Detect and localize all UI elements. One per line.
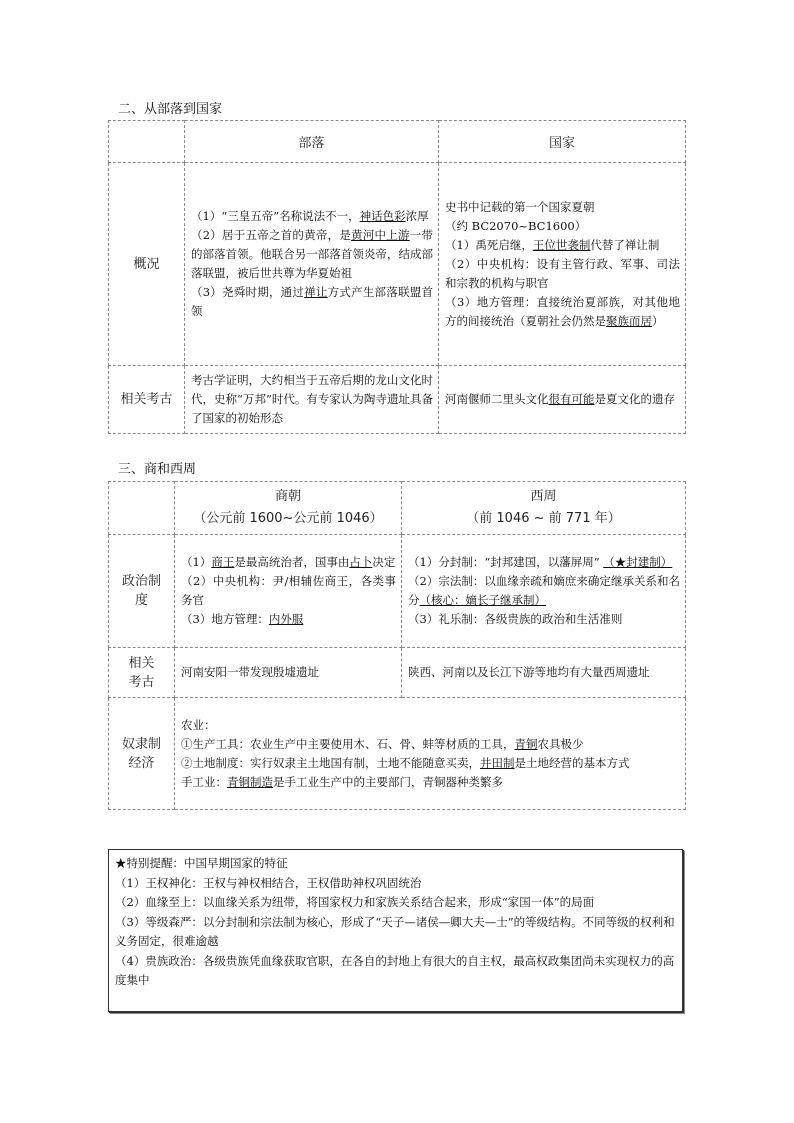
reminder-title: ★特别提醒：中国早期国家的特征 — [115, 856, 288, 870]
section-title-3: 三、商和西周 — [118, 462, 197, 477]
xizhou-politics-line: （2）宗法制：以血缘亲疏和嫡庶来确定继承关系和名分（核心：嫡长子继承制） — [408, 574, 680, 607]
row-header-slave-economy: 奴隶制经济 — [109, 698, 175, 810]
state-overview-line: （2）中央机构：设有主管行政、军事、司法和宗教的机构与职官 — [445, 256, 680, 290]
state-overview-line: 史书中记载的第一个国家夏朝 — [445, 199, 595, 214]
shang-archaeology-cell: 河南安阳一带发现殷墟遗址 — [175, 648, 402, 698]
reminder-item: （3）等级森严：以分封制和宗法制为核心，形成了“天子—诸侯—卿大夫—士”的等级结构。不同等级的权利和义务固定，很难逾越 — [115, 914, 675, 948]
shang-politics-line: （1）商王是最高统治者，国事由占卜决定 — [181, 555, 396, 569]
row-header-overview: 概况 — [109, 163, 185, 366]
column-header-tribe: 部落 — [185, 121, 439, 163]
tribe-overview-line: （1）“三皇五帝”名称说法不一，神话色彩浓厚 — [191, 209, 429, 223]
economy-line: ②土地制度：实行奴隶主土地国有制，土地不能随意买卖，井田制是土地经营的基本方式 — [181, 755, 630, 770]
table-shang-zhou — [108, 481, 686, 810]
xizhou-name: 西周 — [530, 489, 557, 504]
state-overview-line: （1）禹死启继，王位世袭制代替了禅让制 — [445, 237, 660, 252]
state-overview-line: （约 BC2070~BC1600） — [445, 218, 587, 233]
economy-line: 手工业：青铜制造是手工业生产中的主要部门，青铜器种类繁多 — [181, 774, 503, 789]
table-corner-cell — [109, 482, 175, 535]
column-header-state: 国家 — [439, 121, 686, 163]
economy-line: ①生产工具：农业生产中主要使用木、石、骨、蚌等材质的工具，青铜农具极少 — [181, 736, 584, 751]
row-header-politics: 政治制度 — [109, 535, 175, 648]
state-archaeology-cell: 河南偃师二里头文化很有可能是夏文化的遗存 — [439, 366, 686, 434]
slave-economy-cell — [175, 698, 686, 810]
xizhou-politics-line: （3）礼乐制：各级贵族的政治和生活准则 — [408, 612, 623, 626]
xizhou-politics-cell — [402, 535, 686, 648]
table-tribe-to-state — [108, 120, 686, 434]
shang-politics-line: （3）地方管理：内外服 — [181, 612, 304, 626]
reminder-item: （1）王权神化：王权与神权相结合，王权借助神权巩固统治 — [115, 875, 422, 890]
tribe-archaeology-cell: 考古学证明，大约相当于五帝后期的龙山文化时代，史称“万邦”时代。有专家认为陶寺遗址具备了国家的初始形态 — [185, 366, 439, 434]
shang-politics-cell — [175, 535, 402, 648]
section-title-2: 二、从部落到国家 — [118, 102, 223, 117]
special-reminder-box — [108, 849, 683, 1012]
xizhou-archaeology-cell: 陕西、河南以及长江下游等地均有大量西周遗址 — [402, 648, 686, 698]
row-header-archaeology: 相关考古 — [109, 648, 175, 698]
shang-name: 商朝 — [274, 489, 301, 504]
tribe-overview-line: （2）居于五帝之首的黄帝，是黄河中上游一带的部落首领。他联合另一部落首领炎帝，结成部落联盟，被后世共尊为华夏始祖 — [191, 228, 433, 280]
column-header-xizhou — [402, 482, 686, 535]
table-corner-cell — [109, 121, 185, 163]
reminder-item: （2）血缘至上：以血缘关系为纽带，将国家权力和家族关系结合起来，形成“家国一体”的局面 — [115, 895, 595, 909]
row-header-archaeology: 相关考古 — [109, 366, 185, 434]
tribe-overview-line: （3）尧舜时期，通过禅让方式产生部落联盟首领 — [191, 285, 433, 318]
tribe-overview-cell — [185, 163, 439, 366]
state-overview-cell — [439, 163, 686, 366]
reminder-item: （4）贵族政治：各级贵族凭血缘获取官职，在各自的封地上有很大的自主权，最高权政集团尚未实现权力的高度集中 — [115, 953, 675, 987]
shang-years: （公元前 1600~公元前 1046） — [193, 511, 383, 526]
shang-politics-line: （2）中央机构：尹/相辅佐商王，各类事务官 — [181, 574, 396, 607]
economy-line: 农业： — [181, 717, 216, 732]
state-overview-line: （3）地方管理：直接统治夏部族，对其他地方的间接统治（夏朝社会仍然是聚族而居） — [445, 294, 680, 328]
column-header-shang — [175, 482, 402, 535]
xizhou-politics-line: （1）分封制：“封邦建国，以藩屏周” （★封建制） — [408, 555, 673, 569]
xizhou-years: （前 1046 ~ 前 771 年） — [466, 511, 621, 526]
